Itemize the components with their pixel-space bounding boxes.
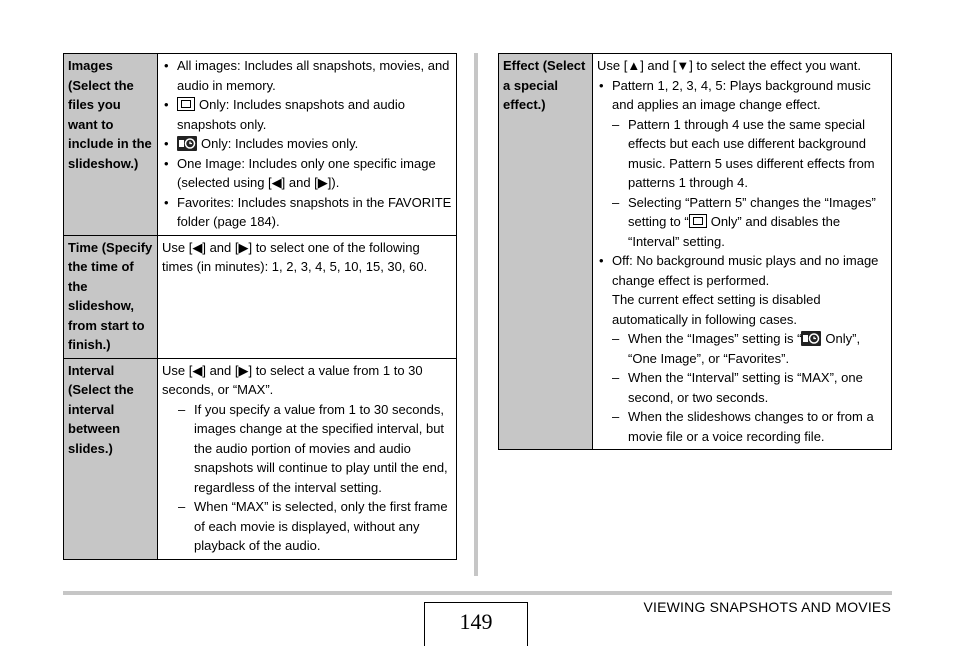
- list-item: – When “MAX” is selected, only the first frame of each movie is displayed, without any playback of the audio.: [162, 497, 452, 556]
- list-item: – When the slideshows changes to or from a movie file or a voice recording file.: [628, 407, 887, 446]
- list-item: [612, 76, 887, 252]
- interval-label: Interval (Select the interval between slides.): [64, 358, 158, 559]
- list-item: – When the “Interval” setting is “MAX”, one second, or two seconds.: [628, 368, 887, 407]
- list-item-text: Only”, “One Image”, or “Favorites”.: [628, 331, 861, 366]
- table-row-images: [64, 54, 457, 236]
- slideshow-settings-table-left: [63, 53, 457, 560]
- effect-description: [593, 54, 892, 450]
- snapshot-icon: [689, 214, 707, 228]
- list-item-text: Only: Includes movies only.: [201, 136, 359, 151]
- page-number: 149: [424, 602, 528, 646]
- snapshot-icon: [177, 97, 195, 111]
- off-item-text: Off: No background music plays and no image change effect is performed.: [612, 253, 879, 288]
- list-item-text: When the “Images” setting is “: [628, 331, 802, 346]
- time-label: Time (Specify the time of the slideshow, from start to finish.): [64, 235, 158, 358]
- list-item: – If you specify a value from 1 to 30 seconds, images change at the specified interval, but the audio portion of movies and audio snapshots will continue to play until the end, regardless of the interval setting.: [162, 400, 452, 498]
- movie-icon: [177, 136, 197, 151]
- list-item: [177, 95, 452, 134]
- interval-description: [158, 358, 457, 559]
- effect-label: Effect (Select a special effect.): [499, 54, 593, 450]
- section-title: VIEWING SNAPSHOTS AND MOVIES: [643, 599, 891, 615]
- time-description: Use [◀] and [▶] to select one of the following times (in minutes): 1, 2, 3, 4, 5, 10, 15, 30, 60.: [158, 235, 457, 358]
- table-row-interval: [64, 358, 457, 559]
- images-label: Images (Select the files you want to include in the slideshow.): [64, 54, 158, 236]
- list-item: [628, 193, 887, 252]
- table-row-effect: [499, 54, 892, 450]
- list-item: • One Image: Includes only one specific image (selected using [◀] and [▶]).: [177, 154, 452, 193]
- list-item-text: Selecting “Pattern 5” changes the “Images” setting to “: [628, 194, 876, 229]
- list-item-text: Only” and disables the “Interval” setting.: [628, 214, 841, 249]
- images-description: [158, 54, 457, 236]
- off-note: The current effect setting is disabled automatically in following cases.: [612, 292, 821, 327]
- pattern-item-text: Pattern 1, 2, 3, 4, 5: Plays background music and applies an image change effect.: [612, 77, 871, 112]
- slideshow-settings-table-right: [498, 53, 892, 450]
- movie-icon: [801, 331, 821, 346]
- list-item: • Favorites: Includes snapshots in the FAVORITE folder (page 184).: [177, 193, 452, 232]
- interval-text: Use [◀] and [▶] to select a value from 1 to 30 seconds, or “MAX”.: [162, 362, 423, 397]
- column-divider: [474, 53, 478, 576]
- list-item: • All images: Includes all snapshots, movies, and audio in memory.: [177, 56, 452, 95]
- list-item: [628, 329, 887, 368]
- effect-intro: Use [▲] and [▼] to select the effect you want.: [597, 58, 861, 73]
- footer-rule: [63, 591, 892, 595]
- list-item-text: Only: Includes snapshots and audio snapshots only.: [177, 97, 405, 132]
- table-row-time: [64, 235, 457, 358]
- list-item: [612, 251, 887, 446]
- list-item: [177, 134, 452, 154]
- list-item: – Pattern 1 through 4 use the same special effects but each use different background music. Pattern 5 uses different effects from patterns 1 through 4.: [628, 115, 887, 193]
